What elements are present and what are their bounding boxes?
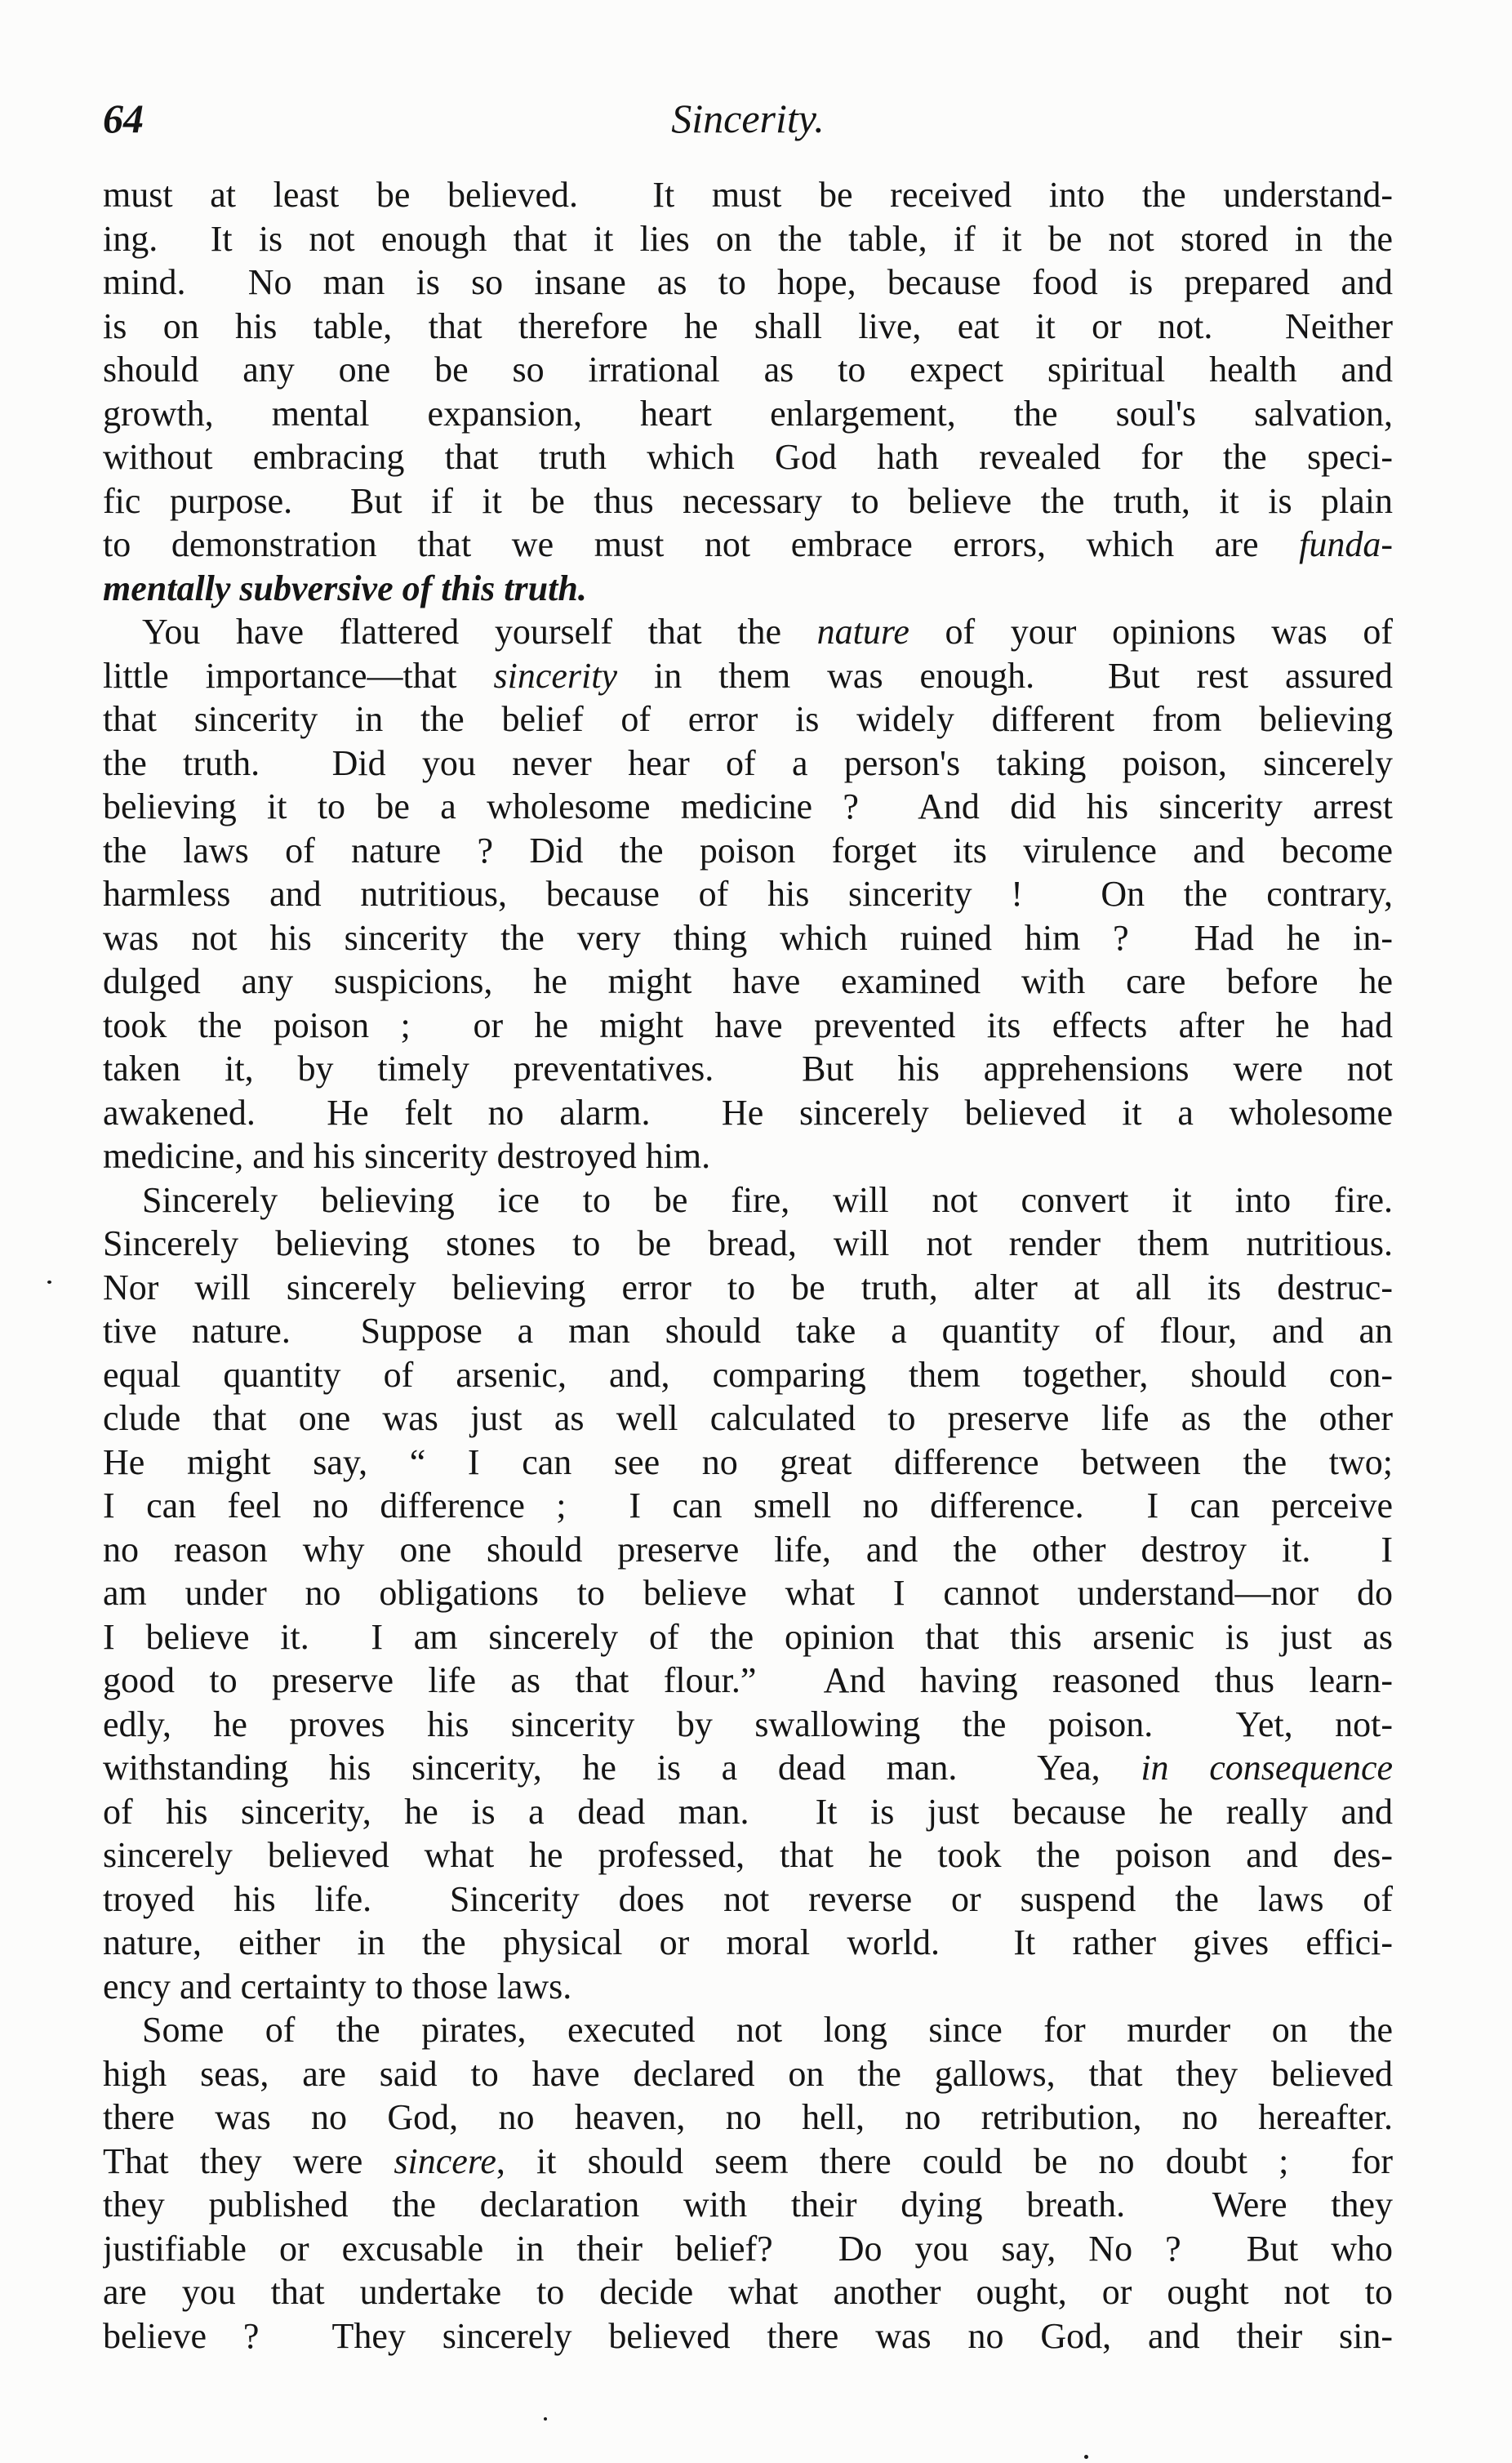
page-header xyxy=(103,95,1393,152)
text-fragment: growth, mental expansion, heart enlargement, the soul's salvation, xyxy=(103,393,1393,434)
text-fragment: little importance—that xyxy=(103,655,494,696)
text-line xyxy=(103,916,1393,960)
text-fragment: tive nature. Suppose a man should take a quantity of flour, and an xyxy=(103,1311,1393,1351)
text-line xyxy=(103,697,1393,742)
text-fragment: awakened. He felt no alarm. He sincerely believed it a wholesome xyxy=(103,1092,1393,1133)
text-line xyxy=(103,1615,1393,1659)
text-line xyxy=(103,1921,1393,1965)
text-line xyxy=(103,392,1393,436)
text-line xyxy=(103,960,1393,1004)
text-fragment: no reason why one should preserve life, and the other destroy it. I xyxy=(103,1529,1393,1570)
text-fragment: must at least be believed. It must be received into the understand- xyxy=(103,175,1393,215)
emphasized-text: in consequence xyxy=(1141,1748,1393,1788)
text-fragment: edly, he proves his sincerity by swallowing the poison. Yet, not- xyxy=(103,1704,1393,1744)
text-fragment: sincerely believed what he professed, that he took the poison and des- xyxy=(103,1835,1393,1875)
text-line xyxy=(103,217,1393,261)
text-fragment: clude that one was just as well calculated to preserve life as the other xyxy=(103,1398,1393,1438)
text-fragment: believing it to be a wholesome medicine ? And did his sincerity arrest xyxy=(103,786,1393,826)
text-fragment: ency and certainty to those laws. xyxy=(103,1966,572,2006)
text-line xyxy=(103,1266,1393,1310)
text-fragment: was not his sincerity the very thing which ruined him ? Had he in- xyxy=(103,917,1393,958)
text-line xyxy=(103,1004,1393,1048)
text-fragment: without embracing that truth which God hath revealed for the speci- xyxy=(103,437,1393,477)
text-fragment: fic purpose. But if it be thus necessary to believe the truth, it is plain xyxy=(103,480,1393,521)
text-fragment: You have flattered yourself that the xyxy=(142,612,817,652)
text-fragment: I can feel no difference ; I can smell no difference. I can perceive xyxy=(103,1485,1393,1525)
text-line xyxy=(103,1091,1393,1135)
text-line xyxy=(103,2008,1393,2052)
text-line xyxy=(103,2096,1393,2140)
emphasized-text: sincere xyxy=(394,2140,496,2181)
text-line xyxy=(103,1484,1393,1528)
text-fragment: good to preserve life as that flour.” And having reasoned thus learn- xyxy=(103,1660,1393,1700)
text-fragment: is on his table, that therefore he shall live, eat it or not. Neither xyxy=(103,305,1393,346)
body-text xyxy=(103,173,1393,2358)
text-fragment: , it should seem there could be no doubt ; for xyxy=(496,2140,1393,2181)
text-line xyxy=(103,435,1393,479)
text-fragment: the laws of nature ? Did the poison forget its virulence and become xyxy=(103,830,1393,871)
text-fragment: Sincerely believing stones to be bread, will not render them nutritious. xyxy=(103,1223,1393,1263)
text-line xyxy=(103,1790,1393,1834)
text-fragment: harmless and nutritious, because of his sincerity ! On the contrary, xyxy=(103,874,1393,914)
text-fragment: medicine, and his sincerity destroyed him. xyxy=(103,1136,711,1176)
text-fragment: they published the declaration with their dying breath. Were they xyxy=(103,2185,1393,2225)
text-line xyxy=(103,1222,1393,1266)
text-line xyxy=(103,1047,1393,1091)
text-line xyxy=(103,1134,1393,1178)
print-speck xyxy=(47,1280,51,1284)
text-fragment: the truth. Did you never hear of a person's taking poison, sincerely xyxy=(103,742,1393,783)
running-head: Sincerity. xyxy=(671,96,825,141)
text-line xyxy=(103,1877,1393,1922)
text-line xyxy=(103,479,1393,523)
text-fragment: that sincerity in the belief of error is widely different from believing xyxy=(103,699,1393,739)
text-fragment: should any one be so irrational as to expect spiritual health and xyxy=(103,350,1393,390)
text-line xyxy=(103,2227,1393,2271)
text-line xyxy=(103,2183,1393,2227)
text-fragment: That they were xyxy=(103,2140,394,2181)
text-line xyxy=(103,2052,1393,2096)
text-fragment: mind. No man is so insane as to hope, because food is prepared and xyxy=(103,262,1393,302)
text-fragment: He might say, “ I can see no great difference between the two; xyxy=(103,1441,1393,1482)
emphasized-text: funda- xyxy=(1299,524,1393,564)
print-speck xyxy=(1084,2455,1088,2459)
text-fragment: ing. It is not enough that it lies on the table, if it be not stored in the xyxy=(103,218,1393,259)
text-line xyxy=(103,1528,1393,1572)
emphasized-text: sincerity xyxy=(493,655,618,696)
text-line xyxy=(103,1833,1393,1877)
text-line xyxy=(103,610,1393,654)
text-fragment: equal quantity of arsenic, and, comparing them together, should con- xyxy=(103,1354,1393,1395)
text-fragment: Some of the pirates, executed not long since for murder on the xyxy=(142,2010,1393,2050)
text-line xyxy=(103,305,1393,349)
text-fragment: of his sincerity, he is a dead man. It is just because he really and xyxy=(103,1791,1393,1832)
text-fragment: nature, either in the physical or moral world. It rather gives effici- xyxy=(103,1922,1393,1962)
text-line xyxy=(103,1396,1393,1441)
text-line xyxy=(103,1746,1393,1790)
emphasized-text: mentally subversive of this truth. xyxy=(103,568,587,608)
text-line xyxy=(103,654,1393,698)
text-fragment: are you that undertake to decide what another ought, or ought not to xyxy=(103,2272,1393,2312)
text-line xyxy=(103,1309,1393,1353)
text-line xyxy=(103,173,1393,217)
text-line xyxy=(103,1353,1393,1397)
text-fragment: troyed his life. Sincerity does not reverse or suspend the laws of xyxy=(103,1878,1393,1919)
text-line xyxy=(103,523,1393,567)
text-line xyxy=(103,2140,1393,2184)
text-fragment: in them was enough. But rest assured xyxy=(617,655,1393,696)
text-fragment: dulged any suspicions, he might have examined with care before he xyxy=(103,961,1393,1001)
text-line xyxy=(103,742,1393,786)
text-line xyxy=(103,1965,1393,2009)
emphasized-text: nature xyxy=(816,612,909,652)
text-fragment: believe ? They sincerely believed there was no God, and their sin- xyxy=(103,2315,1393,2356)
text-line xyxy=(103,1571,1393,1615)
text-fragment: Nor will sincerely believing error to be truth, alter at all its destruc- xyxy=(103,1267,1393,1307)
text-fragment: I believe it. I am sincerely of the opinion that this arsenic is just as xyxy=(103,1616,1393,1657)
text-fragment: took the poison ; or he might have prevented its effects after he had xyxy=(103,1004,1393,1045)
text-line xyxy=(103,785,1393,829)
text-fragment: justifiable or excusable in their belief? Do you say, No ? But who xyxy=(103,2228,1393,2269)
text-fragment: high seas, are said to have declared on the gallows, that they believed xyxy=(103,2053,1393,2094)
text-line xyxy=(103,348,1393,392)
text-fragment: taken it, by timely preventatives. But his apprehensions were not xyxy=(103,1049,1393,1089)
text-line xyxy=(103,1178,1393,1223)
text-line xyxy=(103,1659,1393,1703)
text-fragment: am under no obligations to believe what I cannot understand—nor do xyxy=(103,1573,1393,1613)
text-fragment: Sincerely believing ice to be fire, will not convert it into fire. xyxy=(142,1179,1393,1220)
text-line xyxy=(103,261,1393,305)
text-line xyxy=(103,872,1393,916)
text-line xyxy=(103,1441,1393,1485)
text-line xyxy=(103,829,1393,873)
text-line xyxy=(103,1703,1393,1747)
text-line xyxy=(103,567,1393,611)
page-number: 64 xyxy=(103,96,144,141)
text-fragment: to demonstration that we must not embrace errors, which are xyxy=(103,524,1300,564)
text-fragment: there was no God, no heaven, no hell, no retribution, no hereafter. xyxy=(103,2097,1393,2137)
text-line xyxy=(103,2270,1393,2314)
text-line xyxy=(103,2314,1393,2358)
text-fragment: of your opinions was of xyxy=(909,612,1393,652)
print-speck xyxy=(544,2417,547,2421)
text-fragment: withstanding his sincerity, he is a dead man. Yea, xyxy=(103,1748,1141,1788)
